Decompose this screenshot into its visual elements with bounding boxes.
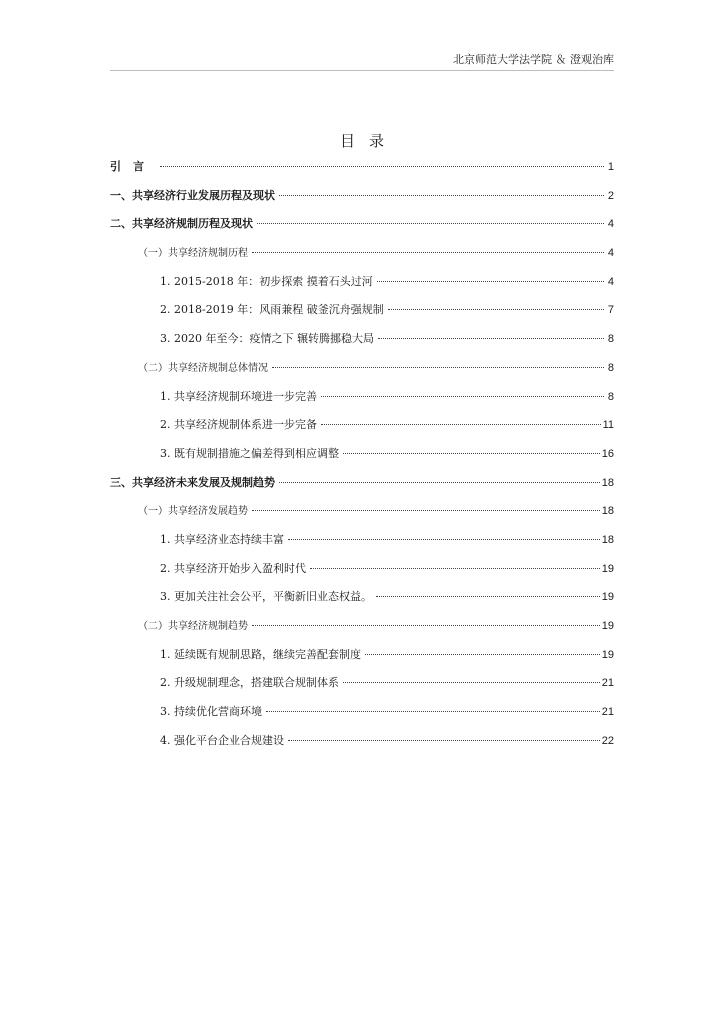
dot-leader [266, 711, 600, 712]
toc-entry[interactable] [110, 215, 614, 244]
toc-entry[interactable] [110, 674, 614, 703]
toc-entry-page: 19 [601, 591, 614, 604]
toc-entry-label: 3. 更加关注社会公平，平衡新旧业态权益。 [160, 590, 372, 604]
toc-entry[interactable] [110, 732, 614, 761]
toc-entry[interactable] [110, 273, 614, 302]
dot-leader [321, 396, 604, 397]
dot-leader [272, 367, 604, 368]
toc-entry-page: 19 [601, 648, 614, 661]
toc-entry-label: 2. 共享经济规制体系进一步完备 [160, 418, 317, 432]
toc-entry-page: 8 [607, 333, 614, 346]
toc-entry-page: 4 [607, 218, 614, 231]
toc-entry-label: 2. 共享经济开始步入盈利时代 [160, 561, 306, 575]
toc-entry[interactable] [110, 617, 614, 646]
toc-entry-page: 16 [601, 447, 614, 460]
toc-entry-page: 1 [607, 161, 614, 173]
toc-entry-page: 18 [601, 505, 614, 518]
toc-entry[interactable] [110, 560, 614, 589]
page-header: 北京师范大学法学院 ＆ 澄观治库 [453, 53, 614, 66]
toc-entry[interactable] [110, 502, 614, 531]
toc-entry[interactable] [110, 158, 614, 187]
toc-entry[interactable] [110, 416, 614, 445]
toc-entry-label: 4. 强化平台企业合规建设 [160, 733, 284, 747]
dot-leader [252, 252, 604, 253]
dot-leader [252, 510, 600, 511]
dot-leader [160, 166, 604, 167]
toc-entry-label: 一、共享经济行业发展历程及现状 [110, 188, 275, 202]
toc-entry[interactable] [110, 646, 614, 675]
dot-leader [257, 223, 604, 224]
toc-entry[interactable] [110, 244, 614, 273]
toc-entry-label: 3. 既有规制措施之偏差得到相应调整 [160, 446, 339, 460]
dot-leader [388, 309, 604, 310]
toc-entry-page: 11 [602, 419, 614, 432]
toc-entry-page: 18 [601, 533, 614, 546]
toc-entry-label: 1. 共享经济业态持续丰富 [160, 532, 284, 546]
dot-leader [310, 568, 600, 569]
toc-entry-label: 1. 延续既有规制思路，继续完善配套制度 [160, 647, 361, 661]
table-of-contents [110, 158, 614, 760]
toc-entry-page: 7 [607, 304, 614, 317]
toc-entry-page: 8 [607, 390, 614, 403]
toc-title: 目录 [339, 132, 398, 150]
dot-leader [343, 682, 600, 683]
dot-leader [252, 625, 600, 626]
dot-leader [279, 482, 600, 483]
toc-entry[interactable] [110, 445, 614, 474]
toc-entry-page: 22 [601, 734, 614, 747]
toc-entry-page: 4 [607, 247, 614, 260]
toc-entry-label: 二、共享经济规制历程及现状 [110, 217, 253, 231]
toc-entry[interactable] [110, 359, 614, 388]
toc-entry[interactable] [110, 187, 614, 216]
header-rule [110, 70, 614, 71]
dot-leader [377, 281, 604, 282]
toc-entry-page: 19 [601, 562, 614, 575]
toc-entry[interactable] [110, 531, 614, 560]
toc-entry-page: 21 [601, 706, 614, 719]
toc-entry[interactable] [110, 474, 614, 503]
toc-entry-label: （二）共享经济规制总体情况 [138, 359, 270, 374]
dot-leader [365, 654, 600, 655]
toc-entry-label: 2. 2018-2019 年：风雨兼程 破釜沉舟强规制 [160, 303, 384, 317]
toc-entry-page: 4 [607, 275, 614, 288]
toc-entry-label: 1. 2015-2018 年：初步探索 摸着石头过河 [160, 274, 373, 288]
toc-entry-label: （一）共享经济规制历程 [138, 244, 250, 259]
toc-entry-label: 1. 共享经济规制环境进一步完善 [160, 389, 317, 403]
toc-entry[interactable] [110, 588, 614, 617]
dot-leader [376, 596, 600, 597]
dot-leader [288, 539, 600, 540]
toc-entry-label: 2. 升级规制理念，搭建联合规制体系 [160, 676, 339, 690]
toc-entry-label: 引言 [110, 160, 156, 173]
toc-entry-label: 三、共享经济未来发展及规制趋势 [110, 475, 275, 489]
toc-entry-page: 18 [601, 476, 614, 489]
toc-entry[interactable] [110, 388, 614, 417]
dot-leader [343, 453, 600, 454]
toc-entry-page: 19 [601, 620, 614, 632]
toc-entry-label: 3. 2020 年至今：疫情之下 辗转腾挪稳大局 [160, 332, 374, 346]
toc-entry-page: 2 [607, 189, 614, 202]
dot-leader [321, 424, 601, 425]
toc-entry[interactable] [110, 301, 614, 330]
dot-leader [288, 740, 600, 741]
toc-entry-page: 21 [601, 677, 614, 690]
toc-entry[interactable] [110, 330, 614, 359]
dot-leader [378, 338, 604, 339]
toc-entry-page: 8 [607, 361, 614, 374]
toc-entry-label: （一）共享经济发展趋势 [138, 502, 250, 517]
toc-entry-label: 3. 持续优化营商环境 [160, 705, 262, 719]
dot-leader [279, 195, 604, 196]
toc-entry[interactable] [110, 703, 614, 732]
toc-entry-label: （二）共享经济规制趋势 [138, 617, 250, 632]
